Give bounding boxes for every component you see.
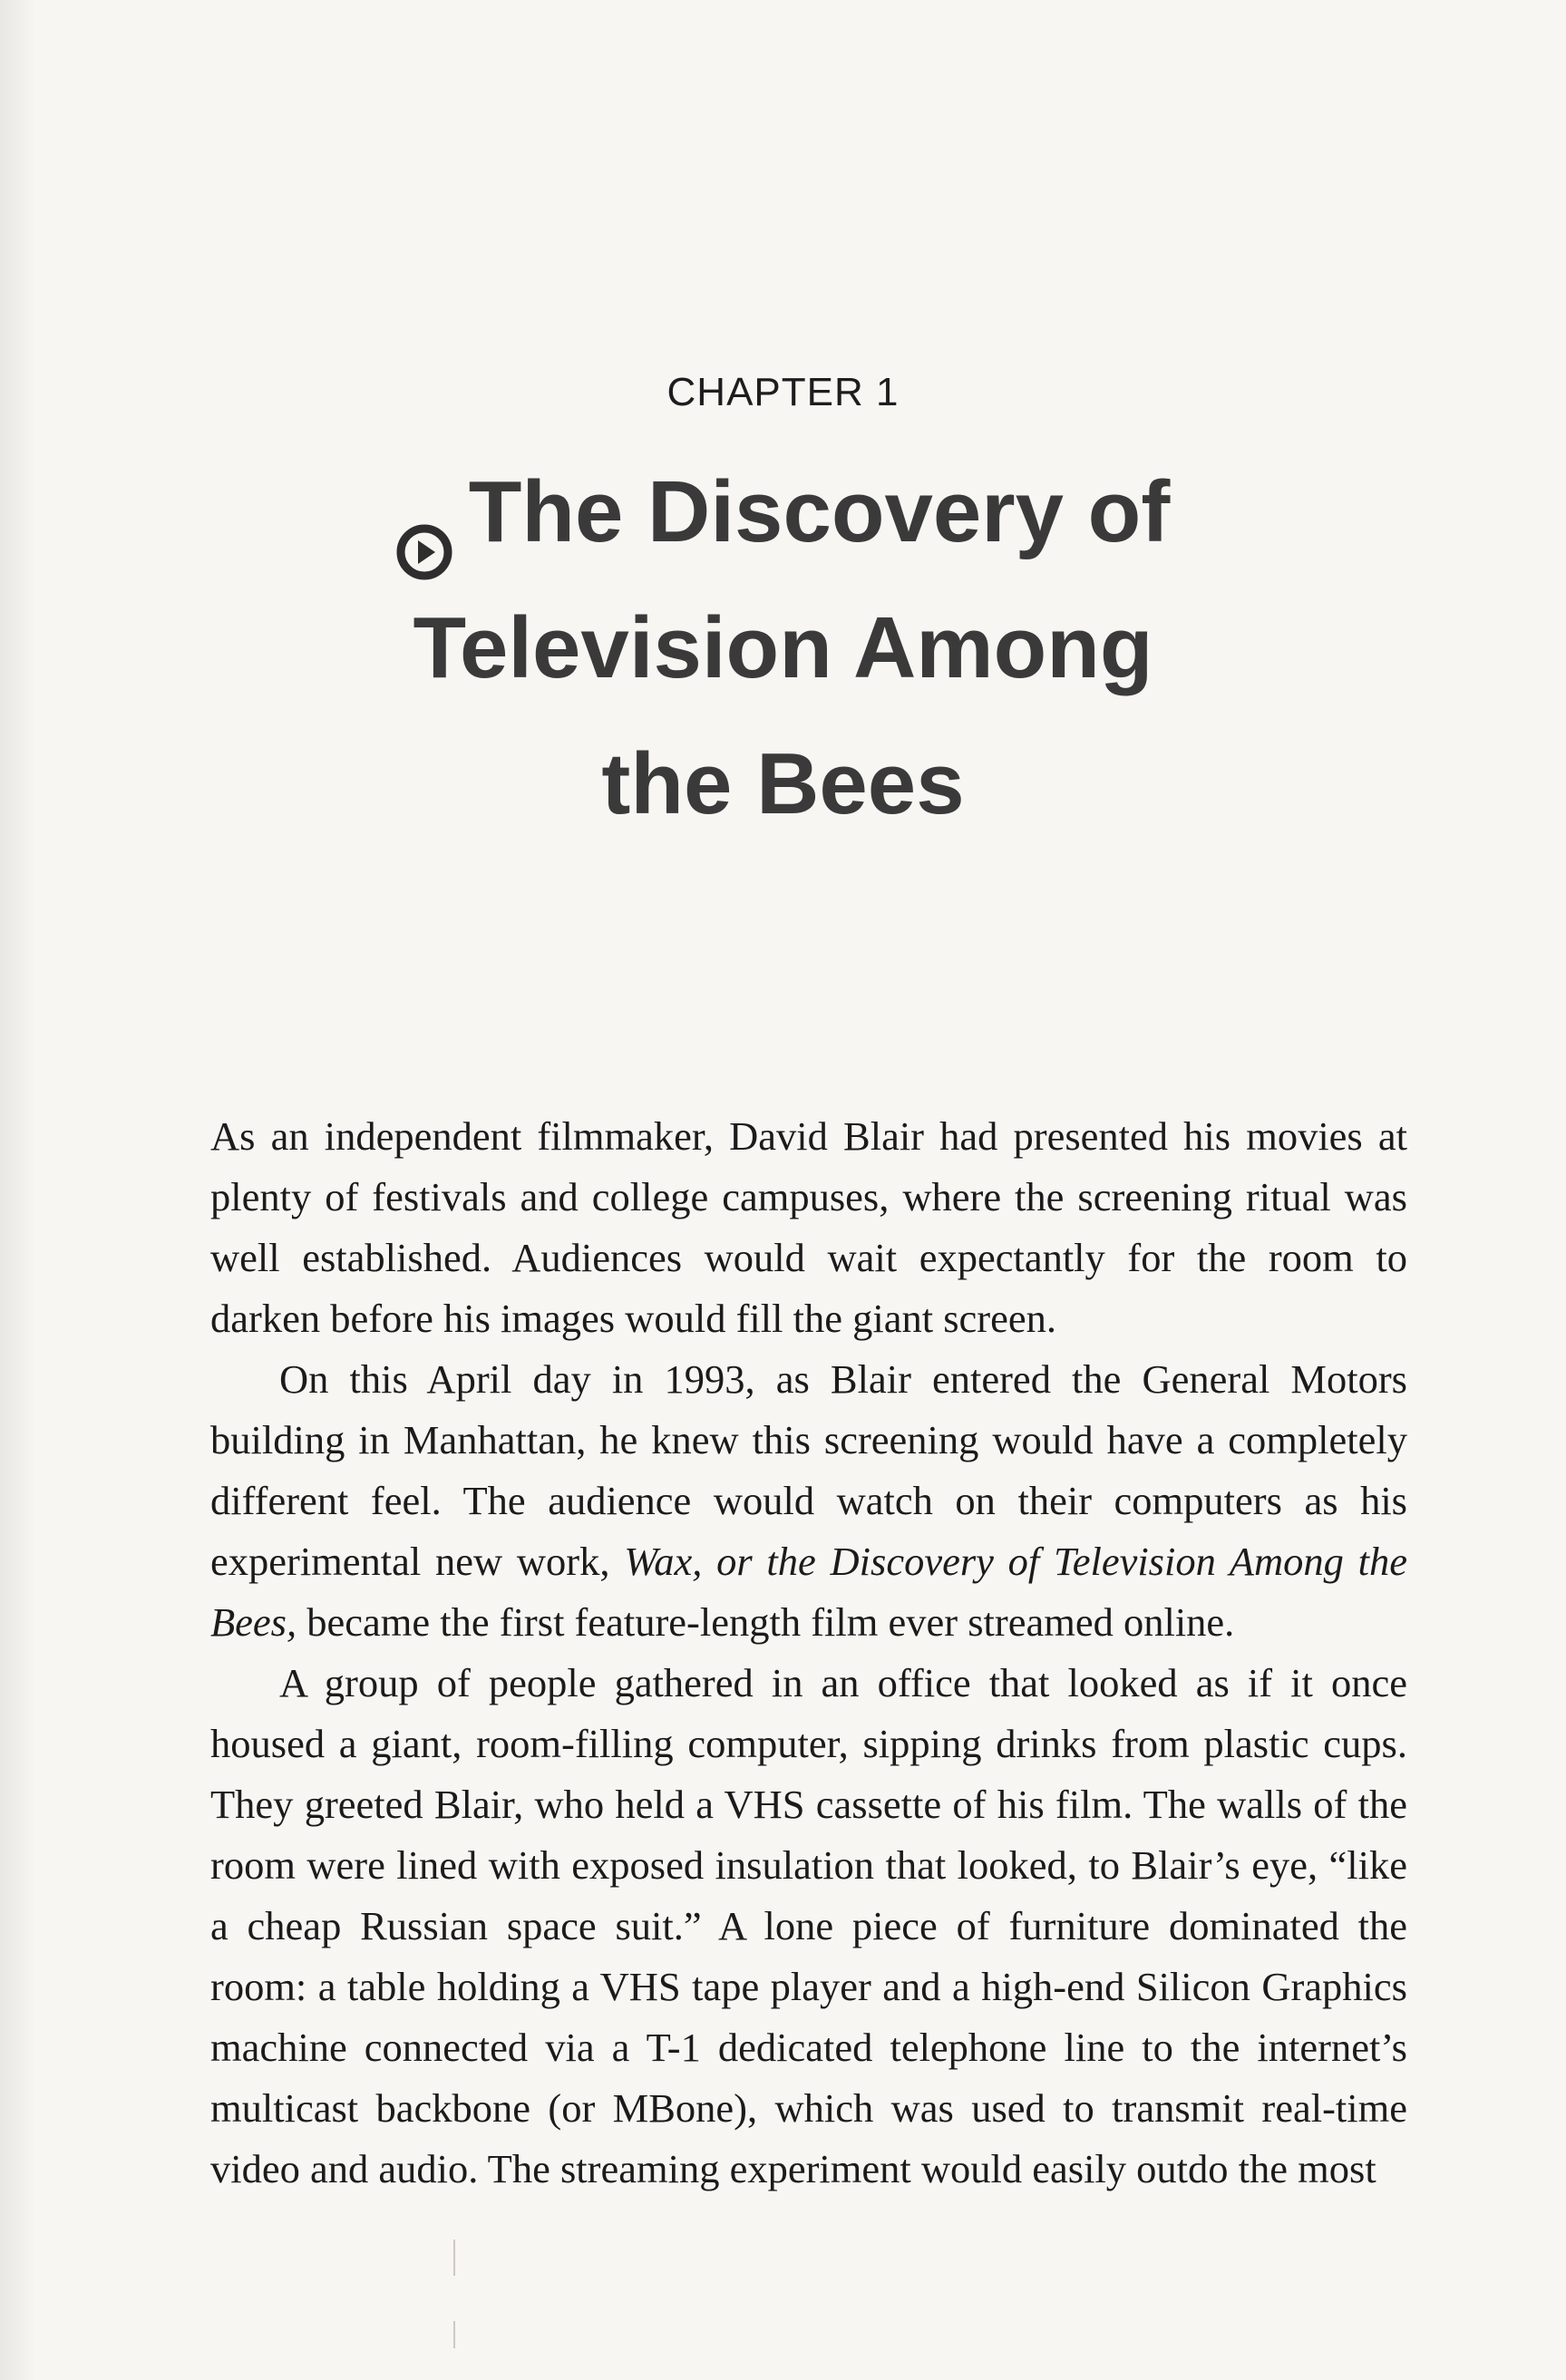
chapter-label: CHAPTER 1 [666, 370, 900, 414]
chapter-title-line-1 [0, 444, 1566, 580]
paragraph-2-text-a: On this April day in 1993, as Blair entered the General Motors building in Manhattan, he knew this screening would have a completely different feel. The audience would watch on their computers as his experimental new work, [210, 1356, 1407, 1584]
chapter-title-line-2: Television Among [413, 599, 1153, 696]
scan-artifact-mark [453, 2239, 455, 2276]
paragraph-1: As an independent filmmaker, David Blair had presented his movies at plenty of festivals and college campuses, where the screening ritual was well established. Audiences would wait expectantly for the room to darken before his images would fill the giant screen. [210, 1113, 1407, 1341]
film-title-italic: Wax, or the Discovery of Television Among the Bees, [210, 1539, 1407, 1645]
play-circle-icon [396, 483, 452, 539]
chapter-title-line-3: the Bees [601, 735, 965, 832]
paragraph-2-text-b: became the first feature-length film ever streamed online. [297, 1599, 1235, 1645]
chapter-title [0, 444, 1566, 852]
page-edge-shadow [0, 0, 36, 2380]
paragraph-3: A group of people gathered in an office that looked as if it once housed a giant, room-filling computer, sipping drinks from plastic cups. They greeted Blair, who held a VHS cassette of his film. The walls of the room were lined with exposed insulation that looked, to Blair’s eye, “like a cheap Russian space suit.” A lone piece of furniture dominated the room: a table holding a VHS tape player and a high-end Silicon Graphics machine connected via a T-1 dedicated telephone line to the internet’s multicast backbone (or MBone), which was used to transmit real-time video and audio. The streaming experiment would easily outdo the most [210, 1660, 1407, 2191]
paragraph-2 [210, 1349, 1407, 1653]
chapter-title-text-1: The Discovery of [468, 463, 1171, 560]
scan-artifact-mark [453, 2321, 455, 2348]
body-text [210, 1106, 1407, 2200]
